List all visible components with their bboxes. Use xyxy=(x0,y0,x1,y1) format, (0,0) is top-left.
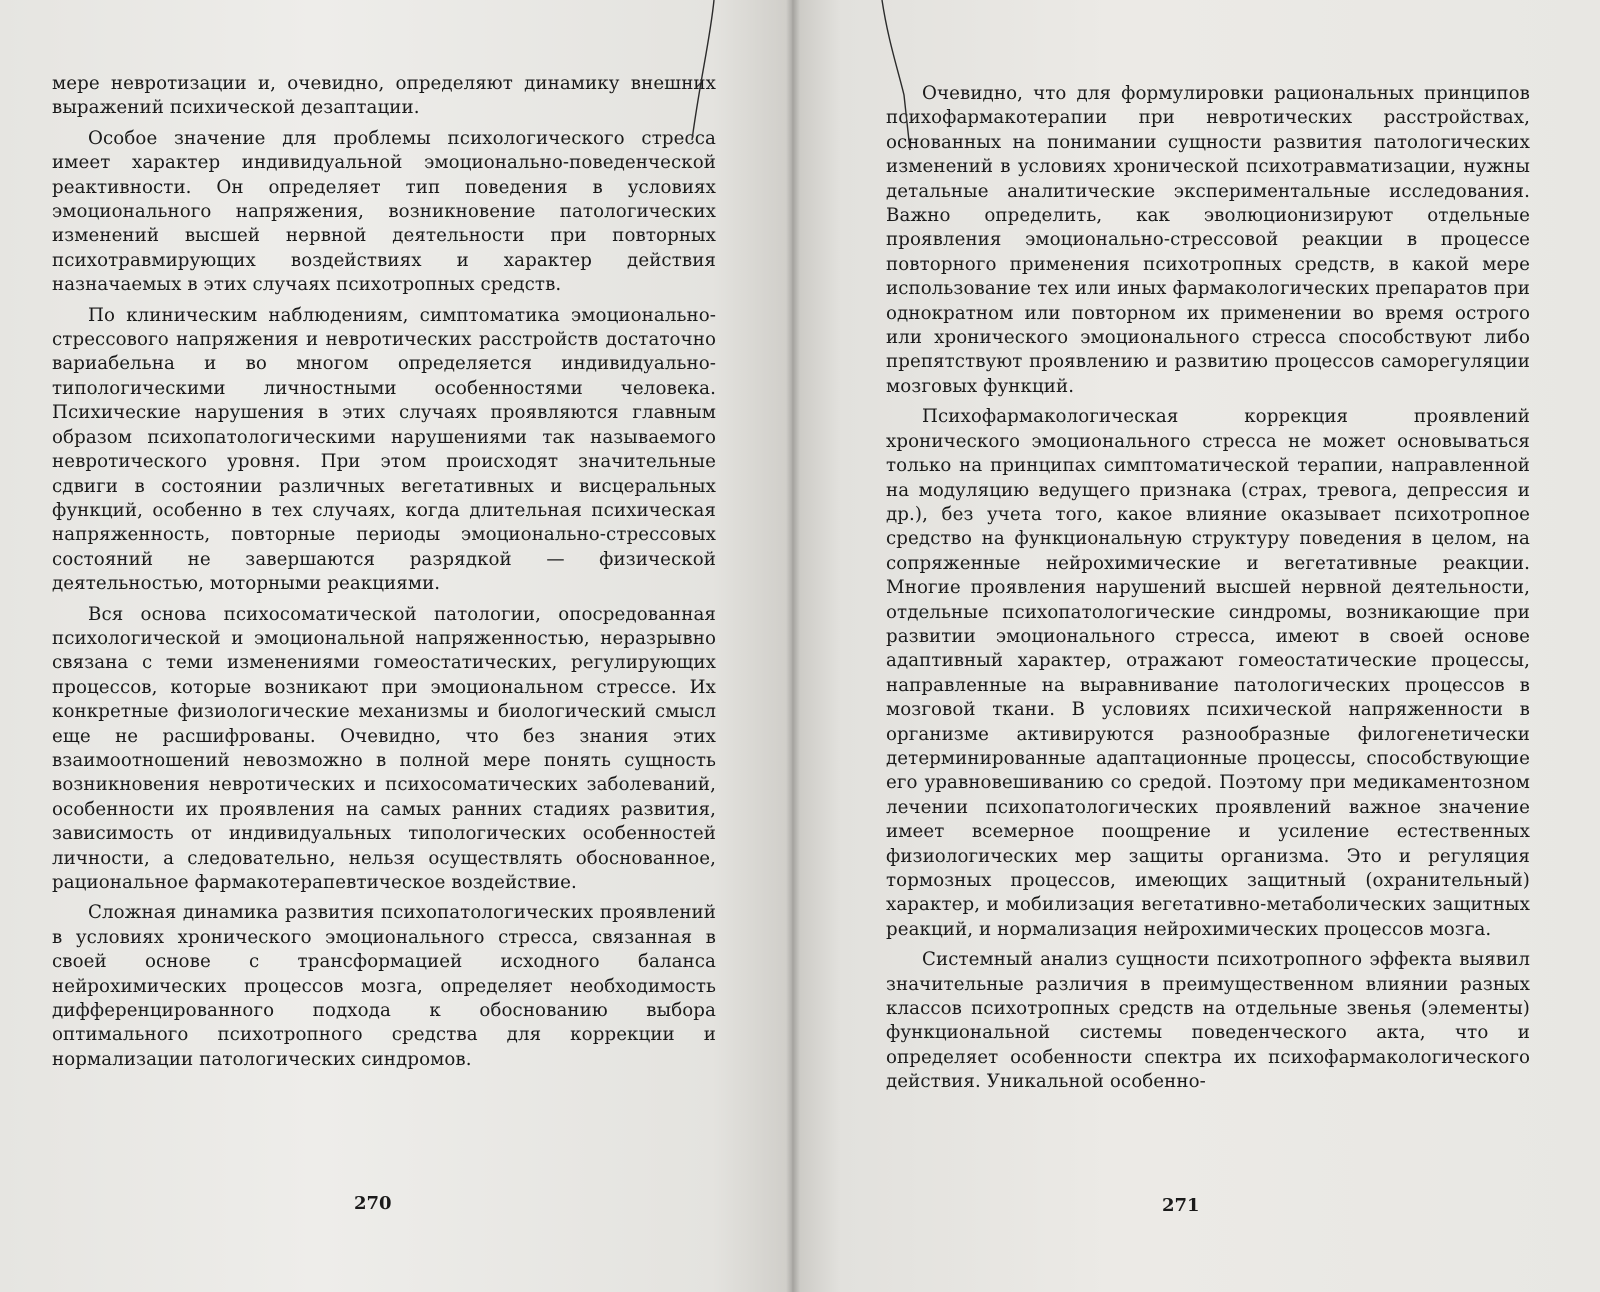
paragraph: Особое значение для проблемы психологического стресса имеет характер индивидуальной эмоционально-поведенческой реактивности. Он определяет тип поведения в условиях эмоционального напряжения, возникновение патологических изменений высшей нервной деятельности при повторных психотравмирующих воздействиях и характер действия назначаемых в этих случаях психотропных средств. xyxy=(52,127,716,296)
paragraph: Системный анализ сущности психотропного эффекта выявил значительные различия в преимущественном влиянии разных классов психотропных средств на отдельные звенья (элементы) функциональной системы поведенческого акта, что и определяет особенности спектра их психофармакологического действия. Уникальной особенно- xyxy=(886,949,1530,1093)
book-gutter xyxy=(786,0,800,1292)
right-page-number: 271 xyxy=(1162,1195,1200,1216)
paper-crease-right xyxy=(880,0,920,160)
left-page-text xyxy=(52,72,716,1072)
paragraph: Психофармакологическая коррекция проявлений хронического эмоционального стресса не может основываться только на принципах симптоматической терапии, направленной на модуляцию ведущего признака (страх, тревога, депрессия и др.), без учета того, какое влияние оказывает психотропное средство на функциональную структуру поведения в целом, на сопряженные нейрохимические и вегетативные реакции. Многие проявления нарушений высшей нервной деятельности, отдельные психопатологические синдромы, возникающие при развитии эмоционального стресса, имеют в своей основе адаптивный характер, отражают гомеостатические процессы, направленные на выравнивание патологических процессов в мозговой ткани. В условиях психической напряженности в организме активируются разнообразные филогенетически детерминированные адаптационные процессы, способствующие его уравновешиванию со средой. Поэтому при медикаментозном лечении психопатологических проявлений важное значение имеет всемерное поощрение и усиление естественных физиологических мер защиты организма. Это и регуляция тормозных процессов, имеющих защитный (охранительный) характер, и мобилизация вегетативно-метаболических защитных реакций, и нормализация нейрохимических процессов мозга. xyxy=(886,406,1530,940)
paragraph: мере невротизации и, очевидно, определяют динамику внешних выражений психической дезаптации. xyxy=(52,73,716,119)
left-page-number: 270 xyxy=(354,1193,392,1214)
paragraph: По клиническим наблюдениям, симптоматика эмоционально-стрессового напряжения и невротических расстройств достаточно вариабельна и во многом определяется индивидуально-типологическими личностными особенностями человека. Психические нарушения в этих случаях проявляются главным образом психопатологическими нарушениями так называемого невротического уровня. При этом происходят значительные сдвиги в состоянии различных вегетативных и висцеральных функций, особенно в тех случаях, когда длительная психическая напряженность, повторные периоды эмоционально-стрессовых состояний не завершаются разрядкой — физической деятельностью, моторными реакциями. xyxy=(52,304,716,595)
paper-crease-left xyxy=(680,0,720,150)
paragraph: Сложная динамика развития психопатологических проявлений в условиях хронического эмоционального стресса, связанная в своей основе с трансформацией исходного баланса нейрохимических процессов мозга, определяет необходимость дифференцированного подхода к обоснованию выбора оптимального психотропного средства для коррекции и нормализации патологических синдромов. xyxy=(52,902,716,1070)
paragraph: Очевидно, что для формулировки рациональных принципов психофармакотерапии при невротических расстройствах, основанных на понимании сущности развития патологических изменений в условиях хронической психотравматизации, нужны детальные аналитические экспериментальные исследования. Важно определить, как эволюционизируют отдельные проявления эмоционально-стрессовой реакции в процессе повторного применения психотропных средств, в какой мере использование тех или иных фармакологических препаратов при однократном или повторном их применении во время острого или хронического эмоционального стресса способствуют либо препятствуют проявлению и развитию процессов саморегуляции мозговых функций. xyxy=(886,83,1530,397)
right-page xyxy=(792,0,1600,1292)
right-page-text xyxy=(886,82,1530,1095)
paragraph: Вся основа психосоматической патологии, опосредованная психологической и эмоциональной напряженностью, неразрывно связана с теми изменениями гомеостатических, регулирующих процессов, которые возникают при эмоциональном стрессе. Их конкретные физиологические механизмы и биологический смысл еще не расшифрованы. Очевидно, что без знания этих взаимоотношений невозможно в полной мере понять сущность возникновения невротических и психосоматических заболеваний, особенности их проявления на самых ранних стадиях развития, зависимость от индивидуальных типологических особенностей личности, а следовательно, нельзя осуществлять обоснованное, рациональное фармакотерапевтическое воздействие. xyxy=(52,603,716,893)
left-page xyxy=(0,0,792,1292)
